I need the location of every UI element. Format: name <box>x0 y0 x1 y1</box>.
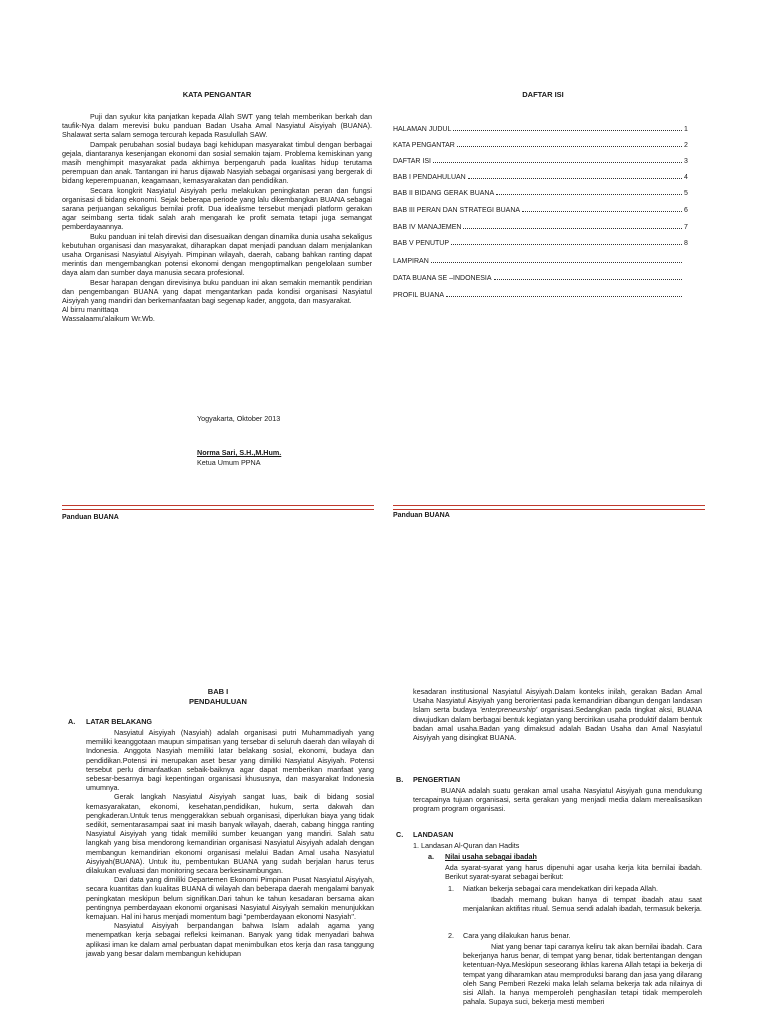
toc-leader <box>433 162 682 163</box>
toc-leader <box>453 130 682 131</box>
toc-leader <box>494 279 682 280</box>
section-a-title: LATAR BELAKANG <box>86 717 153 726</box>
footer-rule-left-thin <box>62 509 374 510</box>
section-c-1a-title: Nilai usaha sebagai ibadah <box>445 852 537 861</box>
section-b-title: PENGERTIAN <box>413 775 461 784</box>
a-paragraph-4: Nasyiatul Aisyiyah berpandangan bahwa Islam adalah agama yang menempatkan kerja sebagai refleksi keimanan. Banyak yang tidak menyadari bahwa aplikasi iman ke dalam amal perbuatan dapat menimbulkan etos kerja dan rasa tanggung jawab yang besar dalam membangun kehidupan <box>86 921 374 958</box>
right-paragraph-1 <box>413 687 702 742</box>
item-2-title: Cara yang dilakukan harus benar. <box>463 931 571 940</box>
kp-signer-role: Ketua Umum PPNA <box>197 458 261 467</box>
item-1-label: 1. <box>448 884 454 893</box>
toc-row <box>393 174 688 181</box>
kp-paragraph-3: Secara kongkrit Nasyiatul Aisyiyah perlu melakukan peningkatan peran dan fungsi organisasi di bidang ekonomi. Sejak beberapa periode yang lalu dikembangkan BUANA sebagai sarana perjuangan sekaligus bernilai profit. Dua idealisme tersebut menjadi platform gerakan agar seimbang serta tidak salah arah mengarah ke profit semata tetapi juga semangat pemberdayaannya. <box>62 185 372 232</box>
toc-row <box>393 224 688 231</box>
toc-row <box>393 126 688 133</box>
toc-label: DAFTAR ISI <box>393 158 431 165</box>
kata-pengantar-body <box>62 112 372 324</box>
kp-closing-2: Wassalaamu'alaikum Wr.Wb. <box>62 314 155 324</box>
toc-label: LAMPIRAN <box>393 258 429 265</box>
rp1-tail: organisasi.Sedangkan pada tingkat aksi, BUANA diwujudkan dalam berbagai bentuk kegiatan yang bercirikan usaha produktif dalam bentuk badan amal usaha.Badan yang dimaksud adalah Badan Usaha dan Amal Nasyiatul Aisyiyah yang disingkat BUANA. <box>413 705 702 743</box>
item-2-label: 2. <box>448 931 454 940</box>
section-c-1a-text: Ada syarat-syarat yang harus dipenuhi agar usaha kerja kita bernilai ibadah. Berikut syarat-syarat sebagai berikut: <box>445 863 702 882</box>
toc-row <box>393 292 688 299</box>
a-paragraph-1: Nasyiatul Aisyiyah (Nasyiah) adalah organisasi putri Muhammadiyah yang memiliki keanggotaan maupun simpatisan yang tersebar di seluruh daerah dan wilayah di Indonesia. Anggota Nasyiah memiliki latar belakang sosial, ekonomi, budaya dan pendidikan.Potensi ini merupakan aset besar yang dimiliki Nasyiatul Aisyiyah. Potensi tersebut perlu dimanfaatkan sebaik-baiknya agar dapat memberikan manfaat yang sebesar-besarnya bagi kepentingan organisasi khususnya, dan masyarakat Indonesia umumnya. <box>86 728 374 793</box>
toc-label: BAB I PENDAHULUAN <box>393 174 466 181</box>
footer-rule-right <box>393 505 705 506</box>
a-paragraph-2: Gerak langkah Nasyiatul Aisyiyah sangat luas, baik di bidang sosial kemasyarakatan, ekonomi, kesehatan,pendidikan, hukum, serta dakwah dan pengkaderan.Untuk terus menggerakkan sebuah organisasi, diperlukan biaya yang tidak sedikit, sementarasampai saat ini masih banyak wilayah, daerah, cabang hingga ranting Nasyiatul Aisyiyah yang tidak memiliki sumber keuangan yang mandiri. Salah satu langkah yang bisa mendorong kemandirian organisasi Nasyiatul Aisyiyah adalah dengan membangun kemandirian ekonomi organisasi melalui Badan Amal usaha Nasyiatul Aisyiyah(BUANA). Untuk itu, pembentukan BUANA yang sudah berjalan harus terus dilakukan evaluasi dan monitoring secara berkesinambungan. <box>86 792 374 876</box>
toc-label: HALAMAN JUDUL <box>393 126 452 133</box>
toc-page: 2 <box>684 142 688 149</box>
item-2-text: Niat yang benar tapi caranya keliru tak akan bernilai ibadah. Cara bekerjanya harus benar, di tempat yang benar, tidak bertentangan dengan ketentuan-Nya.Meskipun seseorang ikhlas karena Allah tetapi ia bekerja di tempat yang diharamkan atau memproduksi barang dan jasa yang dilarang oleh Sang Pemberi Rezeki maka lelah selama bekerja tak ada nilainya di sisi Allah. Ia hanya memperoleh penghasilan tetapi tidak memperoleh pahala. Supaya suci, bekerja mesti memberi <box>463 942 702 1007</box>
toc-leader <box>468 178 682 179</box>
a-paragraph-3: Dari data yang dimiliki Departemen Ekonomi Pimpinan Pusat Nasyiatul Aisyiyah, secara kuantitas dan kualitas BUANA di wilayah dan beberapa daerah mengalami banyak peningkatan meskipun belum signifikan.Dari tahun ke tahun kesadaran bersama akan pentingnya pemberdayaan ekonomi organisasi Nasyiatul Aisyiyah semakin menunjukkan kemajuan. Hal ini harus menjadi momentum bagi "pemberdayaan ekonomi Nasyiah". <box>86 875 374 922</box>
section-c-title: LANDASAN <box>413 830 454 839</box>
rp1-text: kesadaran institusional Nasyiatul Aisyiyah.Dalam konteks inilah, gerakan Badan Amal Usaha Nasyiatul Aisyiyah yang berorientasi pada kemandirian dibangun dengan landasan Islam serta budaya <box>413 687 702 715</box>
footer-left: Panduan BUANA <box>62 514 119 521</box>
toc-page: 5 <box>684 190 688 197</box>
section-a-label: A. <box>68 717 76 726</box>
toc-leader <box>522 211 682 212</box>
kp-paragraph-4: Buku panduan ini telah direvisi dan disesuaikan dengan dinamika dunia usaha sekaligus kebutuhan organisasi dan masyarakat, diharapkan dapat menjadi panduan dalam menjalankan usaha Organisasi Nasyiatul Aisyiyah. Pimpinan wilayah, daerah, cabang bahkan ranting dapat merintis dan mengembangkan potensi ekonomi dengan mengoptimalkan pengelolaan sumber daya alam dan sumber daya manusia secara profesional. <box>62 231 372 278</box>
kp-paragraph-2: Dampak perubahan sosial budaya bagi kehidupan masyarakat timbul dengan berbagai gejala, diantaranya kesenjangan ekonomi dan sosial semakin tajam. Problema kemiskinan yang masih menghimpit masyarakat pada akhirnya berpengaruh pada kualitas hidup terutama perempuan dan anak. Tantangan ini harus dijawab Nasyiah sebagai organisasi yang bergerak di bidang keperempuanan, keagamaan, kemasyarakatan dan pendidikan. <box>62 139 372 186</box>
kp-closing-1: Al birru manittaqa <box>62 305 119 315</box>
toc-row <box>393 240 688 247</box>
toc-row <box>393 258 688 265</box>
toc-page: 8 <box>684 240 688 247</box>
toc-row <box>393 207 688 214</box>
toc-page: 7 <box>684 224 688 231</box>
toc-row <box>393 158 688 165</box>
footer-right: Panduan BUANA <box>393 512 450 519</box>
toc-leader <box>463 228 682 229</box>
section-b-label: B. <box>396 775 404 784</box>
kata-pengantar-title: KATA PENGANTAR <box>182 90 252 99</box>
section-c-label: C. <box>396 830 404 839</box>
section-c-1a-label: a. <box>428 852 434 861</box>
toc-row <box>393 275 688 282</box>
toc-page: 4 <box>684 174 688 181</box>
section-c-1: 1. Landasan Al-Quran dan Hadits <box>413 841 520 850</box>
item-1-text: Ibadah memang bukan hanya di tempat ibadah atau saat menjalankan aktifitas ritual. Semua sendi adalah ibadah, termasuk bekerja. <box>463 895 702 914</box>
toc-leader <box>451 244 682 245</box>
section-a-body <box>86 728 374 958</box>
toc-label: BAB II BIDANG GERAK BUANA <box>393 190 495 197</box>
bab-title: PENDAHULUAN <box>189 697 247 706</box>
toc-label: BAB IV MANAJEMEN <box>393 224 462 231</box>
toc-label: PROFIL BUANA <box>393 292 445 299</box>
rp1-em: 'enterpreneurship' <box>479 705 538 715</box>
toc-label: KATA PENGANTAR <box>393 142 455 149</box>
toc-row <box>393 142 688 149</box>
toc-leader <box>457 146 682 147</box>
footer-rule-right-thin <box>393 509 705 510</box>
bab-label: BAB I <box>207 687 229 696</box>
footer-rule-left <box>62 505 374 506</box>
kp-paragraph-1: Puji dan syukur kita panjatkan kepada Allah SWT yang telah memberikan berkah dan taufik-Nya dalam merevisi buku panduan Badan Usaha Amal Nasyiatul Aisyiyah (BUANA). Shalawat serta salam semoga tercurah kepada Rasulullah SAW. <box>62 112 372 140</box>
item-1-title: Niatkan bekerja sebagai cara mendekatkan diri kepada Allah. <box>463 884 658 893</box>
toc-leader <box>446 296 682 297</box>
kp-paragraph-5: Besar harapan dengan direvisinya buku panduan ini akan semakin memantik pendirian dan pengembangan BUANA yang dapat mengantarkan pada kondisi organisasi Nasyiatul Aisyiyah yang mandiri dan berkemanfaatan bagi segenap kader, anggota, dan masyarakat. <box>62 277 372 306</box>
toc-leader <box>496 194 682 195</box>
toc-leader <box>431 262 682 263</box>
toc-label: DATA BUANA SE –INDONESIA <box>393 275 492 282</box>
kp-place-date: Yogyakarta, Oktober 2013 <box>197 414 281 423</box>
toc-label: BAB III PERAN DAN STRATEGI BUANA <box>393 207 521 214</box>
toc-row <box>393 190 688 197</box>
toc-page: 3 <box>684 158 688 165</box>
toc-page: 1 <box>684 126 688 133</box>
toc-page: 6 <box>684 207 688 214</box>
kp-signer: Norma Sari, S.H.,M.Hum. <box>197 448 282 457</box>
section-b-body: BUANA adalah suatu gerakan amal usaha Nasyiatul Aisyiyah guna mendukung tercapainya tujuan organisasi, serta gerakan yang menjadi media dalam merealisasikan program program organisasi. <box>413 786 702 814</box>
toc-label: BAB V PENUTUP <box>393 240 450 247</box>
daftar-isi-title: DAFTAR ISI <box>522 90 564 99</box>
